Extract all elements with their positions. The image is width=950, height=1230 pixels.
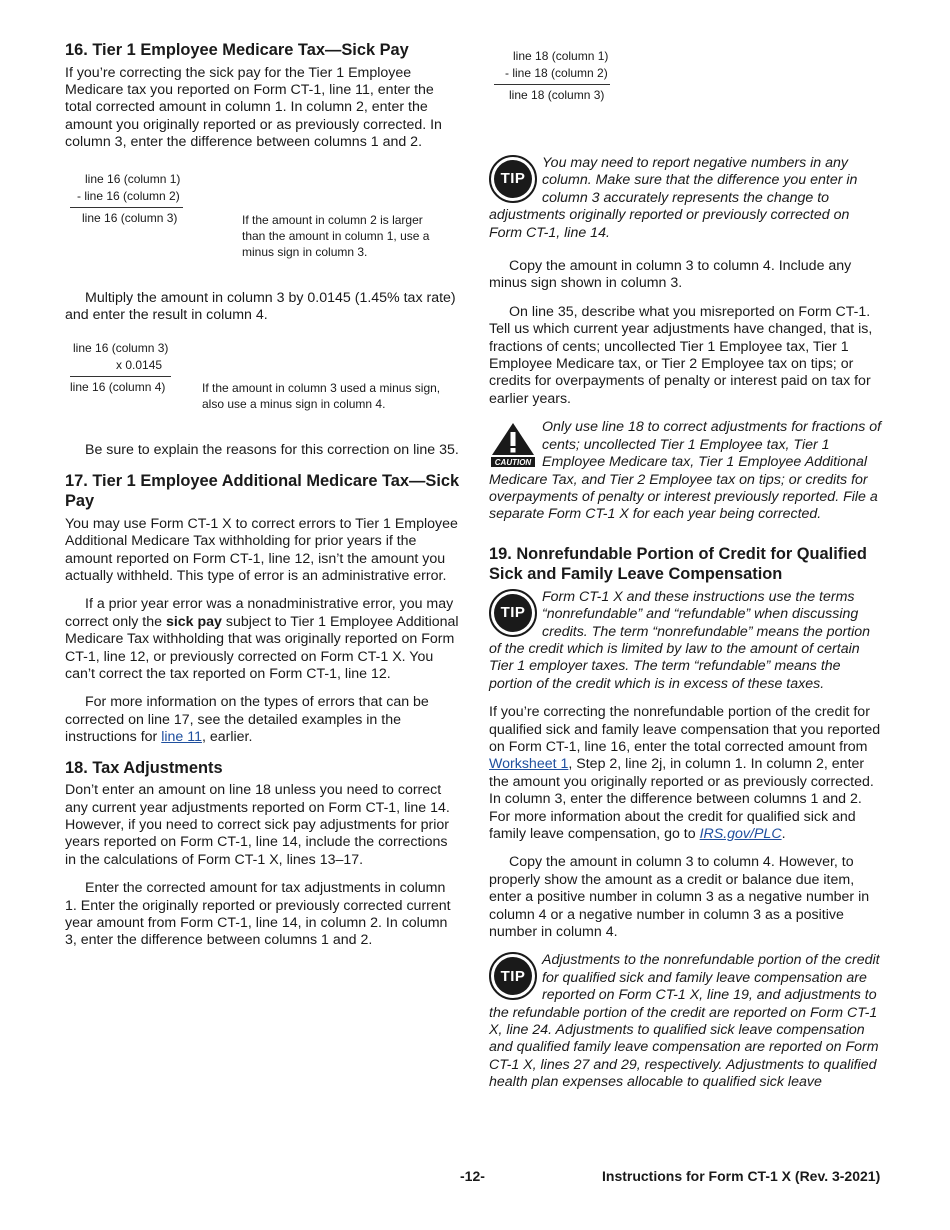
calc-line: - line 18 (column 2) [505,66,608,80]
caution-icon [489,421,537,467]
section-19-para-2: Copy the amount in column 3 to column 4. However, to properly show the amount as a credit or balance due item, enter a positive number in column 3 as a negative number in column 4 or a negative number in column 3 as a positive number in column 4. [489,854,870,941]
section-18-para-1: Don’t enter an amount on line 18 unless you need to correct any current year adjustments reported on Form CT-1, line 14. However, if you need to correct sick pay adjustments for prior years reported on Form CT-1, line 14, include the corrections in the calculations of Form CT-1 X, lines 13–17. [65,782,450,868]
left-column [65,40,461,961]
tip-icon [489,589,537,637]
tip-callout-3 [489,952,885,1091]
section-17-heading: 17. Tier 1 Employee Additional Medicare Tax—Sick Pay [65,471,460,511]
calc-line: line 16 (column 4) [70,380,166,395]
calc-rule [494,84,610,85]
calc-block-16a [65,172,461,272]
section-16-para-3: Be sure to explain the reasons for this correction on line 35. [85,442,459,459]
calc-note: If the amount in column 3 used a minus sign, also use a minus sign in column 4. [202,381,441,412]
section-16-para-2: Multiply the amount in column 3 by 0.0145 (1.45% tax rate) and enter the result in column 4. [65,289,456,323]
tip-callout-2 [489,589,885,693]
section-18-para-2: Enter the corrected amount for tax adjustments in column 1. Enter the originally reported or previously corrected current year amount from Form CT-1, line 14, in column 2. In column 3, enter the difference between columns 1 and 2. [65,880,451,949]
text-run: , earlier. [201,729,253,746]
caution-text: Only use line 18 to correct adjustments for fractions of cents; uncollected Tier 1 Employee tax, Tier 1 Employee Medicare tax, Tier 1 Employee Additional Medicare Tax, and Tier 2 Employee tax on tips; or credits for overpayments of penalty or interest previously reported. File a separate Form CT-1 X for each year being corrected. [489,419,882,523]
calc-line: line 16 (column 3) [73,341,169,356]
section-18-heading: 18. Tax Adjustments [65,758,223,777]
calc-line: line 16 (column 1) [85,171,181,186]
section-19-heading: 19. Nonrefundable Portion of Credit for Qualified Sick and Family Leave Compensation [489,544,867,584]
bold-term: sick pay [165,613,222,630]
calc-line: x 0.0145 [116,358,163,373]
calc-line: line 18 (column 1) [513,49,609,63]
section-19-para-1 [489,704,885,843]
calc-rule [70,376,171,377]
text-run: If a prior year error was a nonadministrative error, you may correct only the [65,596,454,630]
section-17-para-2 [65,596,461,683]
footer-title: Instructions for Form CT-1 X (Rev. 3-2021) [602,1168,881,1184]
caution-triangle-icon [489,421,537,467]
section-16-heading: 16. Tier 1 Employee Medicare Tax—Sick Pay [65,41,409,59]
line-11-link[interactable]: line 11 [161,729,202,746]
page-number: -12- [460,1168,485,1184]
irs-plc-link[interactable]: IRS.gov/PLC [699,826,782,842]
calc-line: - line 16 (column 2) [77,188,180,203]
tip-icon-label: TIP [494,594,532,632]
section-17-para-3 [65,694,461,746]
section-17-para-1: You may use Form CT-1 X to correct errors to Tier 1 Employee Additional Medicare Tax withholding for prior years if the amount reported on Form CT-1, line 12, isn’t the amount you actually withheld. This type of error is an administrative error. [65,515,458,584]
text-run: If you’re correcting the nonrefundable portion of the credit for qualified sick and family leave compensation that you reported on Form CT-1, line 16, enter the total corrected amount from [489,704,881,755]
calc-block-16b [65,341,461,419]
tip-text: You may need to report negative numbers in any column. Make sure that the difference you enter in column 3 accurately represents the change to adjustments originally reported or previously corrected on Form CT-1, line 14. [489,155,858,241]
text-run: For more information on the types of errors that can be corrected on line 17, see the detailed examples in the instructions for [65,694,429,746]
tip-icon-label: TIP [494,957,532,995]
tip-callout-1 [489,155,885,242]
tip-icon [489,155,537,203]
section-18-para-4: On line 35, describe what you misreported on Form CT-1. Tell us which current year adjustments have changed, that is, fractions of cents; uncollected Tier 1 Employee tax, Tier 1 Employee Medicare tax, or Tier 2 Employee tax on tips; or credits for overpayments of penalty or interest paid on tax for earlier years. [489,303,873,407]
tip-text: Adjustments to the nonrefundable portion of the credit for qualified sick and family leave compensation are reported on Form CT-1 X, line 19, and adjustments to the refundable portion of the credit are reported on Form CT-1 X, line 24. Adjustments to qualified sick leave compensation and qualified family leave compensation are reported on Form CT-1 X, lines 27 and 29, respectively. Adjustments to qualified health plan expenses allocable to qualified sick leave [489,952,880,1091]
section-18-para-3: Copy the amount in column 3 to column 4. Include any minus sign shown in column 3. [489,258,852,292]
calc-line: line 16 (column 3) [82,210,178,225]
text-run: . [781,826,786,842]
section-16-para-1: If you’re correcting the sick pay for the Tier 1 Employee Medicare tax you reported on Form CT-1, line 11, enter the total corrected amount in column 1. In column 2, enter the amount you originally reported or as previously corrected. In column 3, enter the difference between columns 1 and 2. [65,64,442,151]
caution-callout [489,419,885,523]
tip-icon [489,952,537,1000]
text-run: subject to Tier 1 Employee Additional Medicare Tax withholding that was originally reported on Form CT-1, line 12, or previously corrected on Form CT-1 X. You can’t correct the tax reported on Form CT-1, line 12. [65,613,459,682]
calc-line: line 18 (column 3) [509,88,605,102]
caution-label: CAUTION [494,458,532,468]
calc-block-18 [489,49,885,155]
text-run: , Step 2, line 2j, in column 1. In column 2, enter the amount you originally reported or as previously corrected. In column 3, enter the difference between columns 1 and 2. For more information about the credit for qualified sick and family leave compensation, go to [489,756,874,842]
worksheet-1-link[interactable]: Worksheet 1 [489,756,569,773]
tip-text: Form CT-1 X and these instructions use the terms “nonrefundable” and “refundable” when discussing credits. The term “nonrefundable” means the portion of the credit which is limited by law to the amount of certain Tier 1 employer taxes. The term “refundable” means the portion of the credit which is in excess of these taxes. [489,588,871,692]
tip-icon-label: TIP [494,160,532,198]
calc-rule [70,207,183,208]
right-column [489,40,885,1103]
calc-note: If the amount in column 2 is larger than the amount in column 1, use a minus sign in column 3. [242,212,430,259]
